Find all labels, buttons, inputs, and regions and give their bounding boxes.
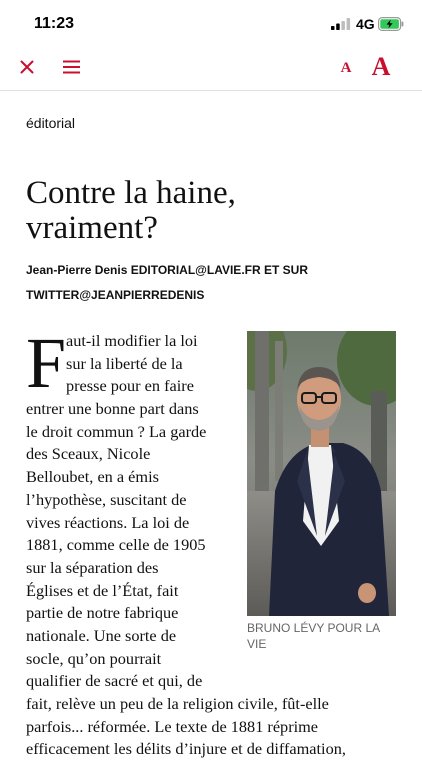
close-button[interactable] (14, 54, 40, 80)
body-line: 1881, comme celle de 1905 (26, 535, 206, 555)
body-line: parfois... réformée. Le texte de 1881 réprime (26, 716, 319, 736)
cellular-signal-icon (331, 18, 351, 30)
headline-line: vraiment? (26, 210, 158, 246)
body-line: Églises et de l’État, fait (26, 580, 179, 600)
byline-line: TWITTER@JEANPIERREDENIS (26, 288, 205, 302)
menu-button[interactable] (58, 54, 84, 80)
body-line: entrer une bonne part dans (26, 399, 199, 419)
close-icon (20, 60, 34, 74)
author-photo (247, 331, 396, 616)
font-small-label: A (340, 59, 352, 76)
body-line: socle, qu’on pourrait (26, 648, 162, 668)
body-line: partie de notre fabrique (26, 603, 179, 623)
body-line: le droit commun ? La garde (26, 421, 207, 441)
article-headline (26, 176, 406, 246)
status-bar (0, 0, 422, 48)
increase-font-button[interactable] (368, 54, 394, 80)
body-line: presse pour en faire (66, 376, 194, 396)
body-line: efficacement les délits d’injure et de diffamation, (26, 739, 346, 759)
status-time: 11:23 (34, 15, 75, 32)
body-line: nationale. Une sorte de (26, 625, 177, 645)
body-line: sur la liberté de la (66, 353, 183, 373)
body-line: l’hypothèse, suscitant de (26, 489, 187, 509)
body-line: qualifier de sacré et qui, de (26, 671, 203, 691)
body-line: fait, relève un peu de la religion civile, fût-elle (26, 694, 329, 713)
battery-charging-icon (378, 17, 404, 31)
article-byline (26, 258, 406, 308)
body-line: vives réactions. La loi de (26, 512, 190, 532)
body-line: sur la séparation des (26, 557, 159, 577)
body-line: Belloubet, en a émis (26, 467, 159, 487)
byline-line: Jean-Pierre Denis EDITORIAL@LAVIE.FR ET SUR (26, 263, 308, 277)
font-large-label: A (371, 52, 391, 81)
network-type: 4G (356, 16, 375, 32)
body-line: des Sceaux, Nicole (26, 444, 151, 464)
drop-cap: F (26, 323, 67, 403)
headline-line: Contre la haine, (26, 175, 236, 211)
article-section-label: éditorial (26, 115, 76, 131)
body-line: aut-il modifier la loi (66, 331, 198, 350)
hamburger-menu-icon (63, 60, 80, 74)
decrease-font-button[interactable] (336, 58, 356, 78)
photo-caption: BRUNO LÉVY POUR LA VIE (247, 621, 380, 651)
reader-toolbar (0, 48, 422, 91)
